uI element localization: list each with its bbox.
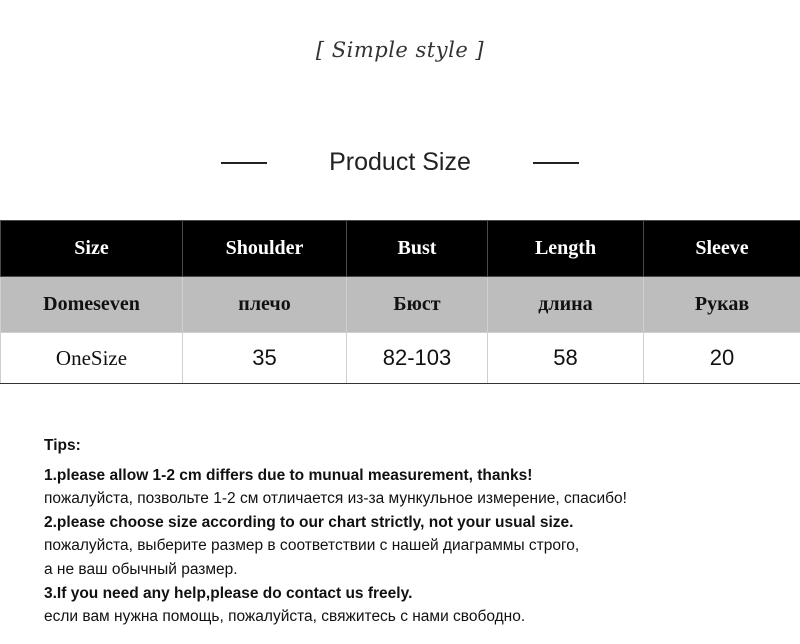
product-size-heading — [0, 148, 800, 177]
header-cell-size: Size — [1, 221, 183, 277]
russian-cell-shoulder: плечо — [183, 277, 347, 333]
russian-cell-length: длина — [488, 277, 644, 333]
size-table — [0, 220, 800, 384]
value-cell-bust: 82-103 — [347, 333, 488, 384]
tip-1-english: 1.please allow 1-2 cm differs due to munual measurement, thanks! — [44, 466, 533, 484]
value-cell-shoulder: 35 — [183, 333, 347, 384]
header-cell-shoulder: Shoulder — [183, 221, 347, 277]
tips-title: Tips: — [44, 437, 81, 454]
header-cell-bust: Bust — [347, 221, 488, 277]
table-russian-row — [1, 277, 800, 333]
russian-cell-brand: Domeseven — [1, 277, 183, 333]
value-cell-length: 58 — [488, 333, 644, 384]
heading-right-rule — [533, 162, 579, 164]
header-cell-sleeve: Sleeve — [644, 221, 800, 277]
header-cell-length: Length — [488, 221, 644, 277]
table-row — [1, 333, 800, 384]
tip-2-english: 2.please choose size according to our chart strictly, not your usual size. — [44, 513, 574, 531]
russian-cell-sleeve: Рукав — [644, 277, 800, 333]
tip-1-russian: пожалуйста, позвольте 1-2 см отличается из-за мункульное измерение, спасибо! — [44, 490, 627, 508]
tip-2-russian: пожалуйста, выберите размер в соответствии с нашей диаграммы строго, — [44, 537, 580, 555]
value-cell-size: OneSize — [1, 333, 183, 384]
tips-section — [44, 434, 784, 629]
style-tagline: [ Simple style ] — [315, 38, 485, 62]
table-header-row — [1, 221, 800, 277]
tip-2-russian-cont: а не ваш обычный размер. — [44, 560, 238, 578]
russian-cell-bust: Бюст — [347, 277, 488, 333]
heading-left-rule — [221, 162, 267, 164]
tip-3-russian: если вам нужна помощь, пожалуйста, свяжитесь с нами свободно. — [44, 608, 526, 626]
tip-3-english: 3.If you need any help,please do contact us freely. — [44, 584, 413, 602]
value-cell-sleeve: 20 — [644, 333, 800, 384]
page-title: Product Size — [329, 148, 471, 176]
